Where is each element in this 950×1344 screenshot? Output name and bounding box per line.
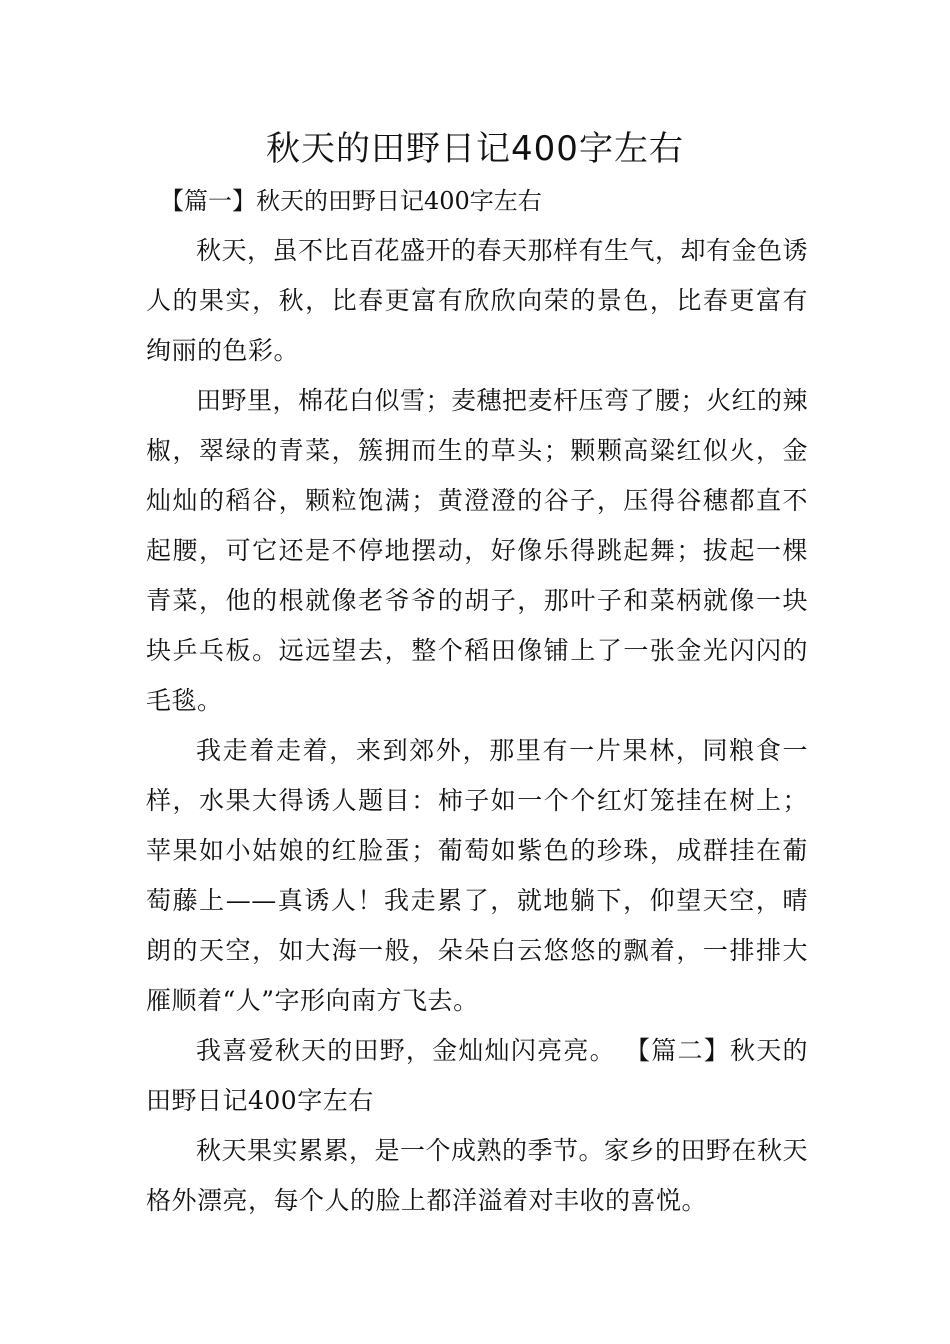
paragraph-4: 我喜爱秋天的田野，金灿灿闪亮亮。 【篇二】秋天的田野日记400字左右 (146, 1036, 808, 1115)
paragraph-2: 田野里，棉花白似雪；麦穗把麦杆压弯了腰；火红的辣椒，翠绿的青菜，簇拥而生的草头；颗颗高粱红似火，金灿灿的稻谷，颗粒饱满；黄澄澄的谷子，压得谷穗都直不起腰，可它还是不停地摆动，好像乐得跳起舞；拔起一棵青菜，他的根就像老爷爷的胡子，那叶子和菜柄就像一块块乒乓板。远远望去，整个稻田像铺上了一张金光闪闪的毛毯。 (146, 386, 809, 715)
paragraph-5: 秋天果实累累，是一个成熟的季节。家乡的田野在秋天格外漂亮，每个人的脸上都洋溢着对丰收的喜悦。 (146, 1136, 809, 1215)
paragraph-3: 我走着走着，来到郊外，那里有一片果林，同粮食一样，水果大得诱人题目：柿子如一个个红灯笼挂在树上；苹果如小姑娘的红脸蛋；葡萄如紫色的珍珠，成群挂在葡萄藤上——真诱人！我走累了，就地躺下，仰望天空，晴朗的天空，如大海一般，朵朵白云悠悠的飘着，一排排大雁顺着“人”字形向南方飞去。 (146, 736, 808, 1015)
paragraph-1: 秋天，虽不比百花盛开的春天那样有生气，却有金色诱人的果实，秋，比春更富有欣欣向荣的景色，比春更富有绚丽的色彩。 (146, 236, 809, 365)
document-body (146, 176, 808, 1226)
document-title: 秋天的田野日记400字左右 (266, 129, 684, 169)
section-heading: 【篇一】秋天的田野日记400字左右 (160, 187, 542, 215)
